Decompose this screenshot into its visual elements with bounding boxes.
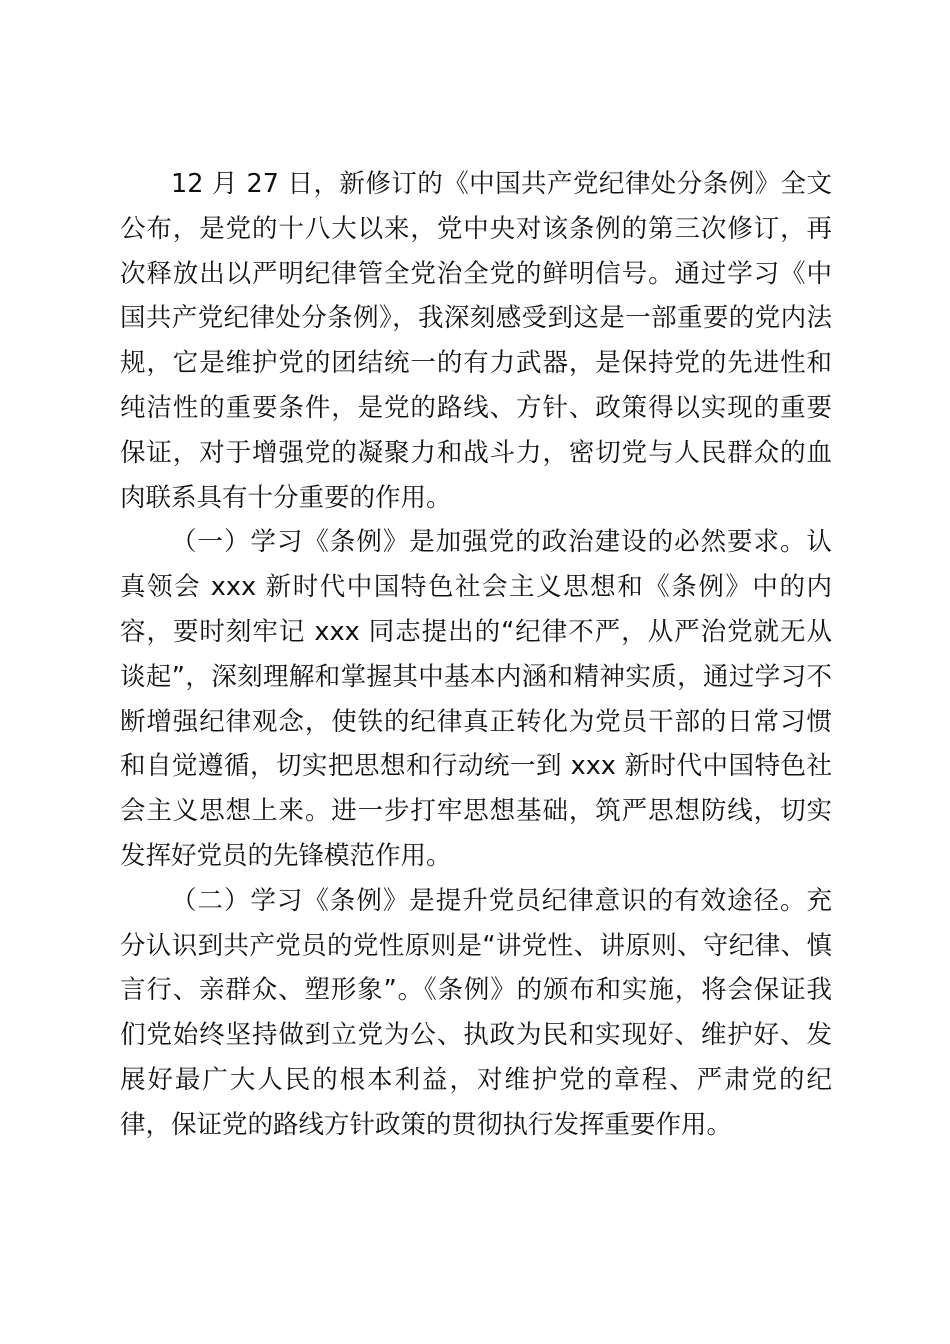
paragraph-section-two: （二）学习《条例》是提升党员纪律意识的有效途径。充分认识到共产党员的党性原则是“讲党性、讲原则、守纪律、慎言行、亲群众、塑形象”。《条例》的颁布和实施，将会保证我们党始终坚持做到立党为公、执政为民和实现好、维护好、发展好最广大人民的根本利益，对维护党的章程、严肃党的纪律，保证党的路线方针政策的贯彻执行发挥重要作用。 bbox=[120, 885, 832, 1140]
paragraph-section-one: （一）学习《条例》是加强党的政治建设的必然要求。认真领会 xxx 新时代中国特色社会主义思想和《条例》中的内容，要时刻牢记 xxx 同志提出的“纪律不严，从严治党就无从谈起”，深刻理解和掌握其中基本内涵和精神实质，通过学习不断增强纪律观念，使铁的纪律真正转化为党员干部的日常习惯和自觉遵循，切实把思想和行动统一到 xxx 新时代中国特色社会主义思想上来。进一步打牢思想基础，筑严思想防线，切实发挥好党员的先锋模范作用。 bbox=[120, 527, 832, 871]
paragraph-intro: 12 月 27 日，新修订的《中国共产党纪律处分条例》全文公布，是党的十八大以来，党中央对该条例的第三次修订，再次释放出以严明纪律管全党治全党的鲜明信号。通过学习《中国共产党纪律处分条例》，我深刻感受到这是一部重要的党内法规，它是维护党的团结统一的有力武器，是保持党的先进性和纯洁性的重要条件，是党的路线、方针、政策得以实现的重要保证，对于增强党的凝聚力和战斗力，密切党与人民群众的血肉联系具有十分重要的作用。 bbox=[120, 169, 832, 513]
document-body bbox=[120, 162, 832, 1148]
